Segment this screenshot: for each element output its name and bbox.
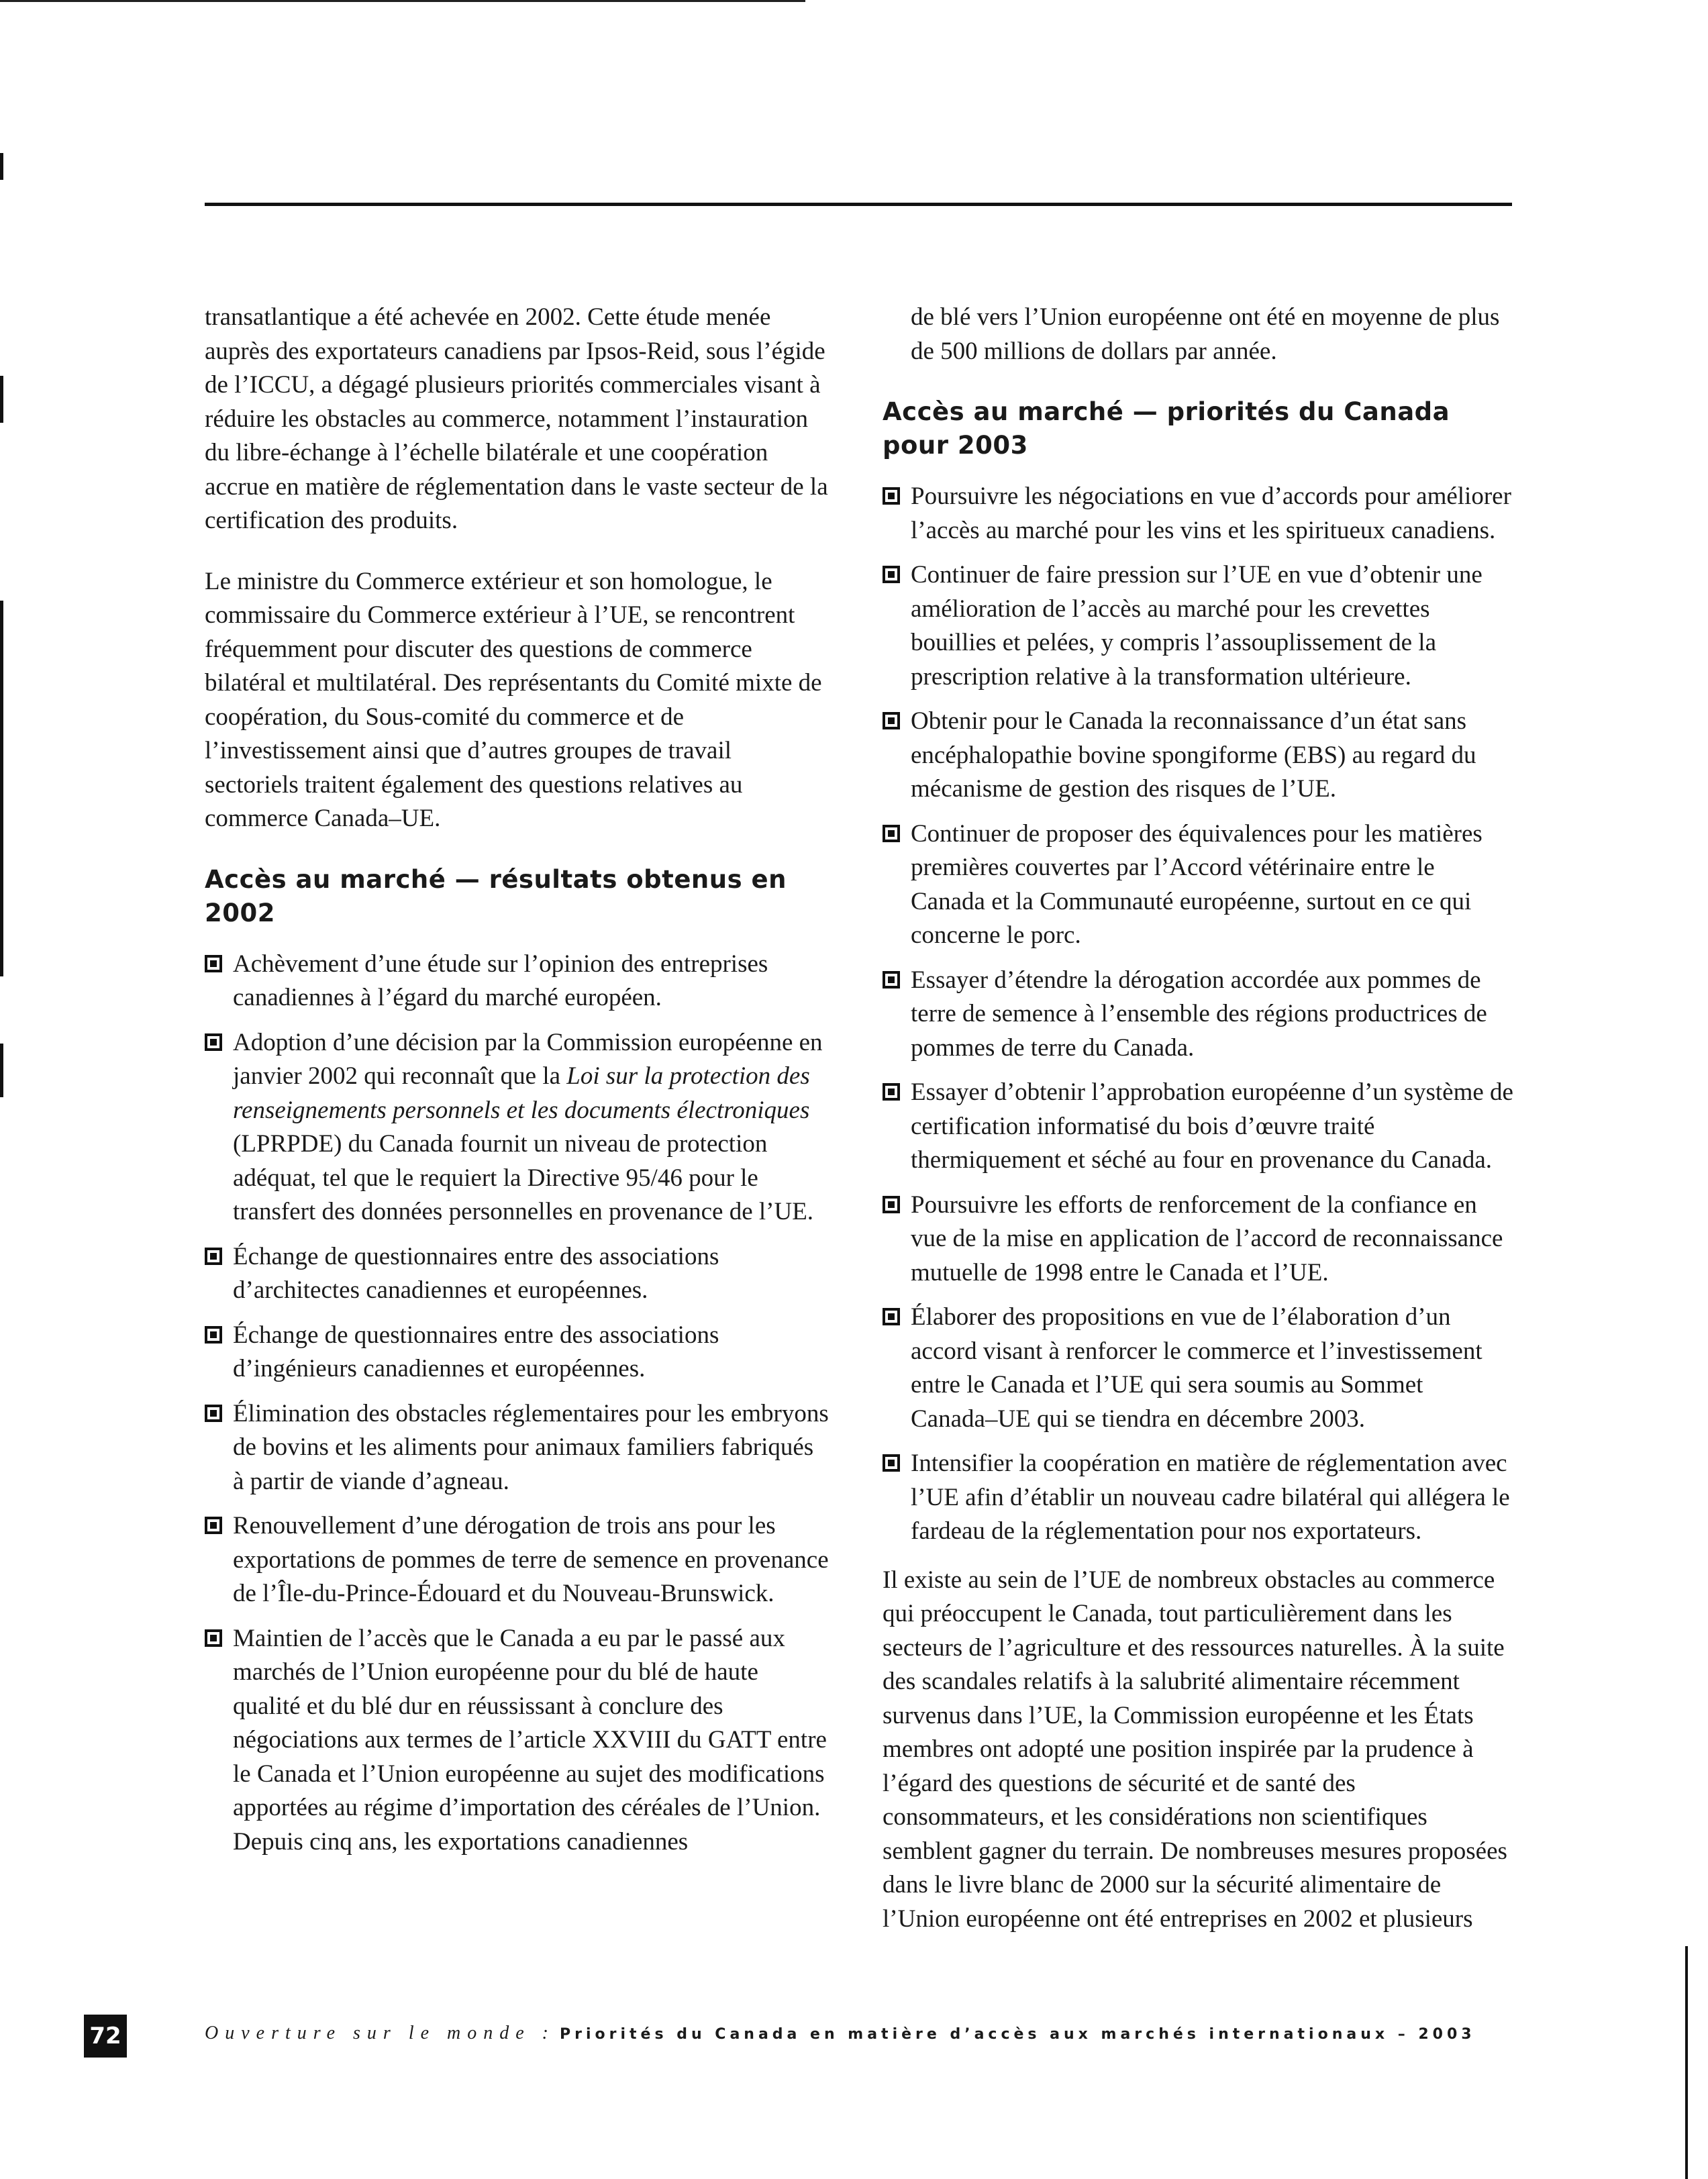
list-item: Achèvement d’une étude sur l’opinion des entreprises canadiennes à l’égard du marché européen.: [205, 948, 829, 1015]
scan-right-edge: [1685, 1946, 1688, 2179]
page-number: 72: [84, 2015, 127, 2058]
scan-left-mark: [0, 376, 3, 423]
results-list: [205, 948, 829, 1860]
checkbox-bullet-icon: [205, 1248, 222, 1265]
list-item: Adoption d’une décision par la Commission européenne en janvier 2002 qui reconnaît que la Loi sur la protection des renseignements personnels et les documents électroniques (LPRPDE) du Canada fournit un niveau de protection adéquat, tel que le requiert la Directive 95/46 pour le transfert des données personnelles en provenance de l’UE.: [205, 1026, 829, 1229]
checkbox-bullet-icon: [883, 825, 900, 842]
list-item: Maintien de l’accès que le Canada a eu par le passé aux marchés de l’Union européenne pour du blé de haute qualité et du blé dur en réussissant à conclure des négociations aux termes de l’article XXVIII du GATT entre le Canada et l’Union européenne au sujet des modifications apportées au régime d’importation des céréales de l’Union. Depuis cinq ans, les exportations canadiennes: [205, 1622, 829, 1860]
priorities-list: [883, 480, 1513, 1549]
left-column: [205, 301, 829, 1874]
paragraph: Il existe au sein de l’UE de nombreux obstacles au commerce qui préoccupent le Canada, tout particulièrement dans les secteurs de l’agriculture et des ressources naturelles. À la suite des scandales relatifs à la salubrité alimentaire récemment survenus dans l’UE, la Commission européenne et les États membres ont adopté une position inspirée par la prudence à l’égard des questions de sécurité et de santé des consommateurs, et les considérations non scientifiques semblent gagner du terrain. De nombreuses mesures proposées dans le livre blanc de 2000 sur la sécurité alimentaire de l’Union européenne ont été entreprises en 2002 et plusieurs: [883, 1566, 1507, 1933]
scan-left-mark: [0, 153, 3, 180]
checkbox-bullet-icon: [205, 1517, 222, 1534]
paragraph-continuation: de blé vers l’Union européenne ont été en moyenne de plus de 500 millions de dollars par année.: [911, 303, 1500, 365]
checkbox-bullet-icon: [205, 1629, 222, 1647]
header-rule: [205, 203, 1512, 206]
scan-left-edge: [0, 601, 3, 976]
checkbox-bullet-icon: [205, 1033, 222, 1051]
list-item: Continuer de proposer des équivalences pour les matières premières couvertes par l’Accord vétérinaire entre le Canada et la Communauté européenne, surtout en ce qui concerne le porc.: [883, 817, 1513, 953]
list-item: Essayer d’étendre la dérogation accordée aux pommes de terre de semence à l’ensemble des régions productrices de pommes de terre du Canada.: [883, 964, 1513, 1066]
list-item: Élimination des obstacles réglementaires pour les embryons de bovins et les aliments pour animaux familiers fabriqués à partir de viande d’agneau.: [205, 1397, 829, 1499]
list-item: Poursuivre les négociations en vue d’accords pour améliorer l’accès au marché pour les vins et les spiritueux canadiens.: [883, 480, 1513, 548]
list-item: Élaborer des propositions en vue de l’élaboration d’un accord visant à renforcer le commerce et l’investissement entre le Canada et l’UE qui sera soumis au Sommet Canada–UE qui se tiendra en décembre 2003.: [883, 1301, 1513, 1436]
checkbox-bullet-icon: [205, 1326, 222, 1344]
section-heading: Accès au marché — résultats obtenus en 2002: [205, 864, 787, 927]
checkbox-bullet-icon: [205, 955, 222, 972]
checkbox-bullet-icon: [883, 712, 900, 729]
checkbox-bullet-icon: [883, 487, 900, 505]
list-item: Continuer de faire pression sur l’UE en vue d’obtenir une amélioration de l’accès au marché pour les crevettes bouillies et pelées, y compris l’assouplissement de la prescription relative à la transformation ultérieure.: [883, 558, 1513, 694]
scan-left-mark: [0, 1044, 3, 1097]
running-footer: [205, 2017, 1513, 2051]
list-item: Échange de questionnaires entre des associations d’architectes canadiennes et européennes.: [205, 1240, 829, 1308]
list-item: Renouvellement d’une dérogation de trois ans pour les exportations de pommes de terre de semence en provenance de l’Île-du-Prince-Édouard et du Nouveau-Brunswick.: [205, 1509, 829, 1611]
footer-title-italic: Ouverture sur le monde :: [205, 2023, 556, 2043]
right-column: [883, 301, 1513, 1963]
footer-title-bold: Priorités du Canada en matière d’accès aux marchés internationaux – 2003: [560, 2026, 1476, 2043]
checkbox-bullet-icon: [883, 1454, 900, 1472]
paragraph: transatlantique a été achevée en 2002. Cette étude menée auprès des exportateurs canadiens par Ipsos-Reid, sous l’égide de l’ICCU, a dégagé plusieurs priorités commerciales visant à réduire les obstacles au commerce, notamment l’instauration du libre-échange à l’échelle bilatérale et une coopération accrue en matière de réglementation dans le vaste secteur de la certification des produits.: [205, 303, 828, 534]
checkbox-bullet-icon: [883, 971, 900, 989]
checkbox-bullet-icon: [883, 566, 900, 583]
checkbox-bullet-icon: [883, 1308, 900, 1325]
paragraph: Le ministre du Commerce extérieur et son homologue, le commissaire du Commerce extérieur à l’UE, se rencontrent fréquemment pour discuter des questions de commerce bilatéral et multilatéral. Des représentants du Comité mixte de coopération, du Sous-comité du commerce et de l’investissement ainsi que d’autres groupes de travail sectoriels traitent également des questions relatives au commerce Canada–UE.: [205, 567, 822, 832]
scan-top-edge: [0, 0, 805, 2]
list-item: Obtenir pour le Canada la reconnaissance d’un état sans encéphalopathie bovine spongiforme (EBS) au regard du mécanisme de gestion des risques de l’UE.: [883, 705, 1513, 807]
list-item: Intensifier la coopération en matière de réglementation avec l’UE afin d’établir un nouveau cadre bilatéral qui allégera le fardeau de la réglementation pour nos exportateurs.: [883, 1447, 1513, 1549]
section-heading: Accès au marché — priorités du Canada pour 2003: [883, 397, 1450, 460]
checkbox-bullet-icon: [883, 1083, 900, 1101]
checkbox-bullet-icon: [883, 1196, 900, 1213]
list-item: Essayer d’obtenir l’approbation européenne d’un système de certification informatisé du bois d’œuvre traité thermiquement et séché au four en provenance du Canada.: [883, 1076, 1513, 1178]
checkbox-bullet-icon: [205, 1405, 222, 1422]
list-item: Échange de questionnaires entre des associations d’ingénieurs canadiennes et européennes.: [205, 1319, 829, 1386]
list-item: Poursuivre les efforts de renforcement de la confiance en vue de la mise en application de l’accord de reconnaissance mutuelle de 1998 entre le Canada et l’UE.: [883, 1188, 1513, 1290]
law-title: Loi sur la protection des renseignements personnels et les documents électroniques: [233, 1062, 810, 1124]
